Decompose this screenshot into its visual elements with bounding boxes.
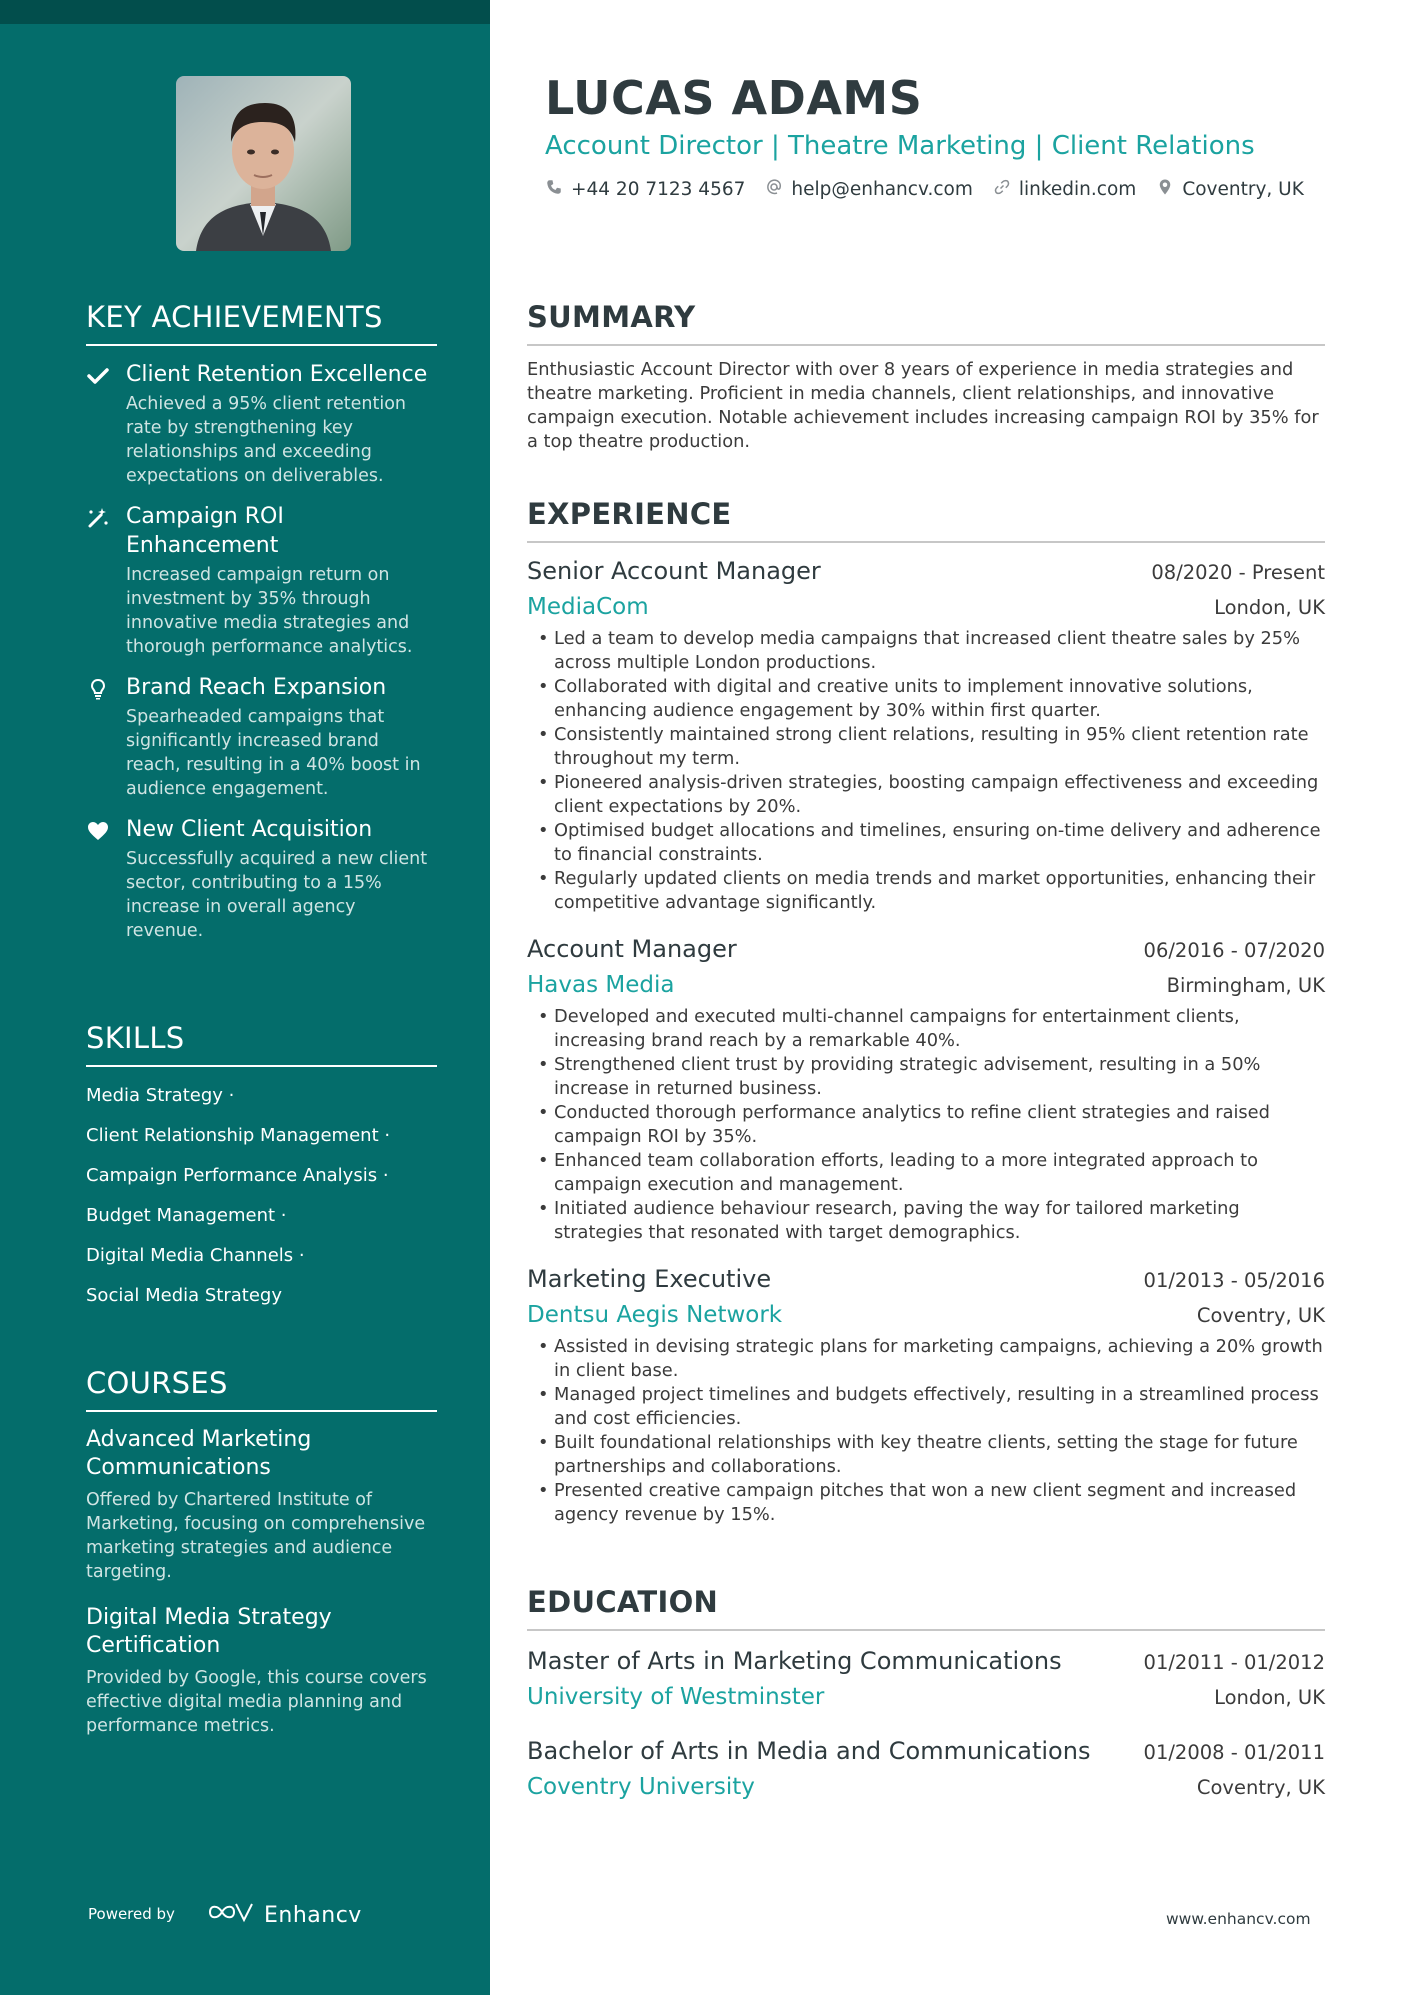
job-bullet: • Managed project timelines and budgets effectively, resulting in a streamlined process and cost efficiencies. — [527, 1383, 1325, 1431]
skill-item: Media Strategy · — [86, 1085, 235, 1106]
checkmark-icon — [86, 364, 110, 388]
job-bullet: • Regularly updated clients on media trends and market opportunities, enhancing their competitive advantage significantly. — [527, 867, 1325, 915]
key-achievements-section — [86, 300, 437, 943]
powered-by-label: Powered by — [88, 1905, 175, 1923]
job-bullets — [527, 1005, 1325, 1245]
skills-section — [86, 1021, 437, 1307]
job-bullet: • Assisted in devising strategic plans for marketing campaigns, achieving a 20% growth in client base. — [527, 1335, 1325, 1383]
school-name: Coventry University — [527, 1774, 755, 1800]
skill-item: Budget Management · — [86, 1205, 287, 1226]
school-location: London, UK — [1214, 1686, 1325, 1709]
email-address: help@enhancv.com — [791, 179, 973, 200]
course-item — [86, 1604, 437, 1738]
achievement-description: Successfully acquired a new client sector, contributing to a 15% increase in overall agency revenue. — [126, 849, 428, 941]
phone-icon — [545, 178, 563, 201]
job-bullet: • Presented creative campaign pitches that won a new client segment and increased agency revenue by 15%. — [527, 1479, 1325, 1527]
experience-heading: EXPERIENCE — [527, 497, 1325, 543]
job-bullet: • Optimised budget allocations and timelines, ensuring on-time delivery and adherence to financial constraints. — [527, 819, 1325, 867]
school-location: Coventry, UK — [1196, 1776, 1325, 1799]
job-bullets — [527, 627, 1325, 915]
education-entry — [527, 1735, 1325, 1803]
education-heading: EDUCATION — [527, 1585, 1325, 1631]
location-pin-icon — [1156, 178, 1174, 201]
course-description: Offered by Chartered Institute of Marketing, focusing on comprehensive marketing strategies and audience targeting. — [86, 1490, 426, 1582]
enhancv-logo-icon — [206, 1900, 254, 1930]
enhancv-logo-text: Enhancv — [264, 1902, 362, 1928]
job-bullet: • Enhanced team collaboration efforts, leading to a more integrated approach to campaign execution and management. — [527, 1149, 1325, 1197]
contact-bar — [545, 178, 1345, 201]
job-bullet: • Initiated audience behaviour research, paving the way for tailored marketing strategies that resonated with target demographics. — [527, 1197, 1325, 1245]
education-section — [527, 1585, 1325, 1803]
experience-section — [527, 497, 1325, 1527]
education-dates: 01/2011 - 01/2012 — [1143, 1651, 1325, 1674]
website-link[interactable]: www.enhancv.com — [1166, 1910, 1311, 1928]
summary-section — [527, 300, 1325, 454]
skill-item: Campaign Performance Analysis · — [86, 1165, 389, 1186]
achievement-title: New Client Acquisition — [126, 817, 373, 842]
job-bullet: • Developed and executed multi-channel campaigns for entertainment clients, increasing brand reach by a remarkable 40%. — [527, 1005, 1325, 1053]
job-title: Account Manager — [527, 935, 737, 963]
job-bullet: • Conducted thorough performance analytics to refine client strategies and raised campaign ROI by 35%. — [527, 1101, 1325, 1149]
skill-item: Digital Media Channels · — [86, 1245, 305, 1266]
linkedin-url: linkedin.com — [1018, 179, 1137, 200]
job-entry — [527, 555, 1325, 915]
phone-number: +44 20 7123 4567 — [571, 179, 746, 200]
job-dates: 08/2020 - Present — [1151, 561, 1325, 584]
achievement-title: Campaign ROI Enhancement — [126, 504, 284, 558]
skill-item: Social Media Strategy — [86, 1285, 282, 1306]
job-bullet: • Led a team to develop media campaigns that increased client theatre sales by 25% across multiple London productions. — [527, 627, 1325, 675]
contact-location — [1156, 178, 1304, 201]
achievement-item — [86, 673, 437, 801]
summary-heading: SUMMARY — [527, 300, 1325, 346]
sidebar — [0, 0, 490, 1995]
job-entry — [527, 1263, 1325, 1527]
job-bullet: • Consistently maintained strong client relations, resulting in 95% client retention rate throughout my term. — [527, 723, 1325, 771]
education-entry — [527, 1645, 1325, 1713]
candidate-tagline: Account Director | Theatre Marketing | Client Relations — [545, 131, 1255, 161]
job-bullet: • Collaborated with digital and creative units to implement innovative solutions, enhancing audience engagement by 30% within first quarter. — [527, 675, 1325, 723]
achievement-description: Achieved a 95% client retention rate by strengthening key relationships and exceeding expectations on deliverables. — [126, 394, 406, 486]
job-location: London, UK — [1214, 596, 1325, 619]
profile-photo — [176, 76, 351, 251]
course-description: Provided by Google, this course covers effective digital media planning and performance metrics. — [86, 1668, 427, 1736]
achievement-item — [86, 815, 437, 943]
lightbulb-icon — [86, 677, 110, 701]
location-text: Coventry, UK — [1182, 179, 1304, 200]
achievement-title: Brand Reach Expansion — [126, 675, 387, 700]
degree-title: Bachelor of Arts in Media and Communications — [527, 1737, 1091, 1765]
job-bullet: • Strengthened client trust by providing strategic advisement, resulting in a 50% increase in returned business. — [527, 1053, 1325, 1101]
achievement-item — [86, 360, 437, 488]
job-company: MediaCom — [527, 594, 649, 620]
courses-section — [86, 1366, 437, 1738]
achievement-description: Increased campaign return on investment by 35% through innovative media strategies and thorough performance analytics. — [126, 565, 413, 657]
job-location: Coventry, UK — [1196, 1304, 1325, 1327]
summary-text: Enthusiastic Account Director with over 8 years of experience in media strategies and theatre marketing. Proficient in media channels, client relationships, and innovative campaign execution. Notable achievement includes increasing campaign ROI by 35% for a top theatre production. — [527, 359, 1319, 452]
link-icon — [993, 178, 1011, 201]
achievement-title: Client Retention Excellence — [126, 362, 428, 387]
enhancv-logo[interactable] — [206, 1900, 362, 1930]
magic-wand-icon — [86, 506, 110, 530]
job-dates: 06/2016 - 07/2020 — [1143, 939, 1325, 962]
degree-title: Master of Arts in Marketing Communications — [527, 1647, 1062, 1675]
candidate-name: LUCAS ADAMS — [545, 71, 923, 125]
contact-phone[interactable] — [545, 178, 745, 201]
achievement-item — [86, 502, 437, 659]
at-icon — [765, 178, 783, 201]
top-strip — [0, 0, 490, 24]
job-title: Marketing Executive — [527, 1265, 772, 1293]
contact-linkedin[interactable] — [993, 178, 1136, 201]
contact-email[interactable] — [765, 178, 972, 201]
skill-item: Client Relationship Management · — [86, 1125, 391, 1146]
heart-icon — [86, 819, 110, 843]
job-bullet: • Pioneered analysis-driven strategies, boosting campaign effectiveness and exceeding client expectations by 20%. — [527, 771, 1325, 819]
key-achievements-heading: KEY ACHIEVEMENTS — [86, 300, 437, 346]
course-title: Digital Media Strategy Certification — [86, 1605, 332, 1658]
skills-heading: SKILLS — [86, 1021, 437, 1067]
course-title: Advanced Marketing Communications — [86, 1427, 312, 1480]
resume-header — [545, 70, 1345, 201]
education-dates: 01/2008 - 01/2011 — [1143, 1741, 1325, 1764]
school-name: University of Westminster — [527, 1684, 825, 1710]
job-entry — [527, 933, 1325, 1245]
courses-heading: COURSES — [86, 1366, 437, 1412]
job-title: Senior Account Manager — [527, 557, 821, 585]
course-item — [86, 1426, 437, 1584]
achievement-description: Spearheaded campaigns that significantly increased brand reach, resulting in a 40% boost in audience engagement. — [126, 707, 421, 799]
job-bullets — [527, 1335, 1325, 1527]
job-company: Havas Media — [527, 972, 675, 998]
job-dates: 01/2013 - 05/2016 — [1143, 1269, 1325, 1292]
job-location: Birmingham, UK — [1166, 974, 1325, 997]
job-company: Dentsu Aegis Network — [527, 1302, 783, 1328]
job-bullet: • Built foundational relationships with key theatre clients, setting the stage for future partnerships and collaborations. — [527, 1431, 1325, 1479]
